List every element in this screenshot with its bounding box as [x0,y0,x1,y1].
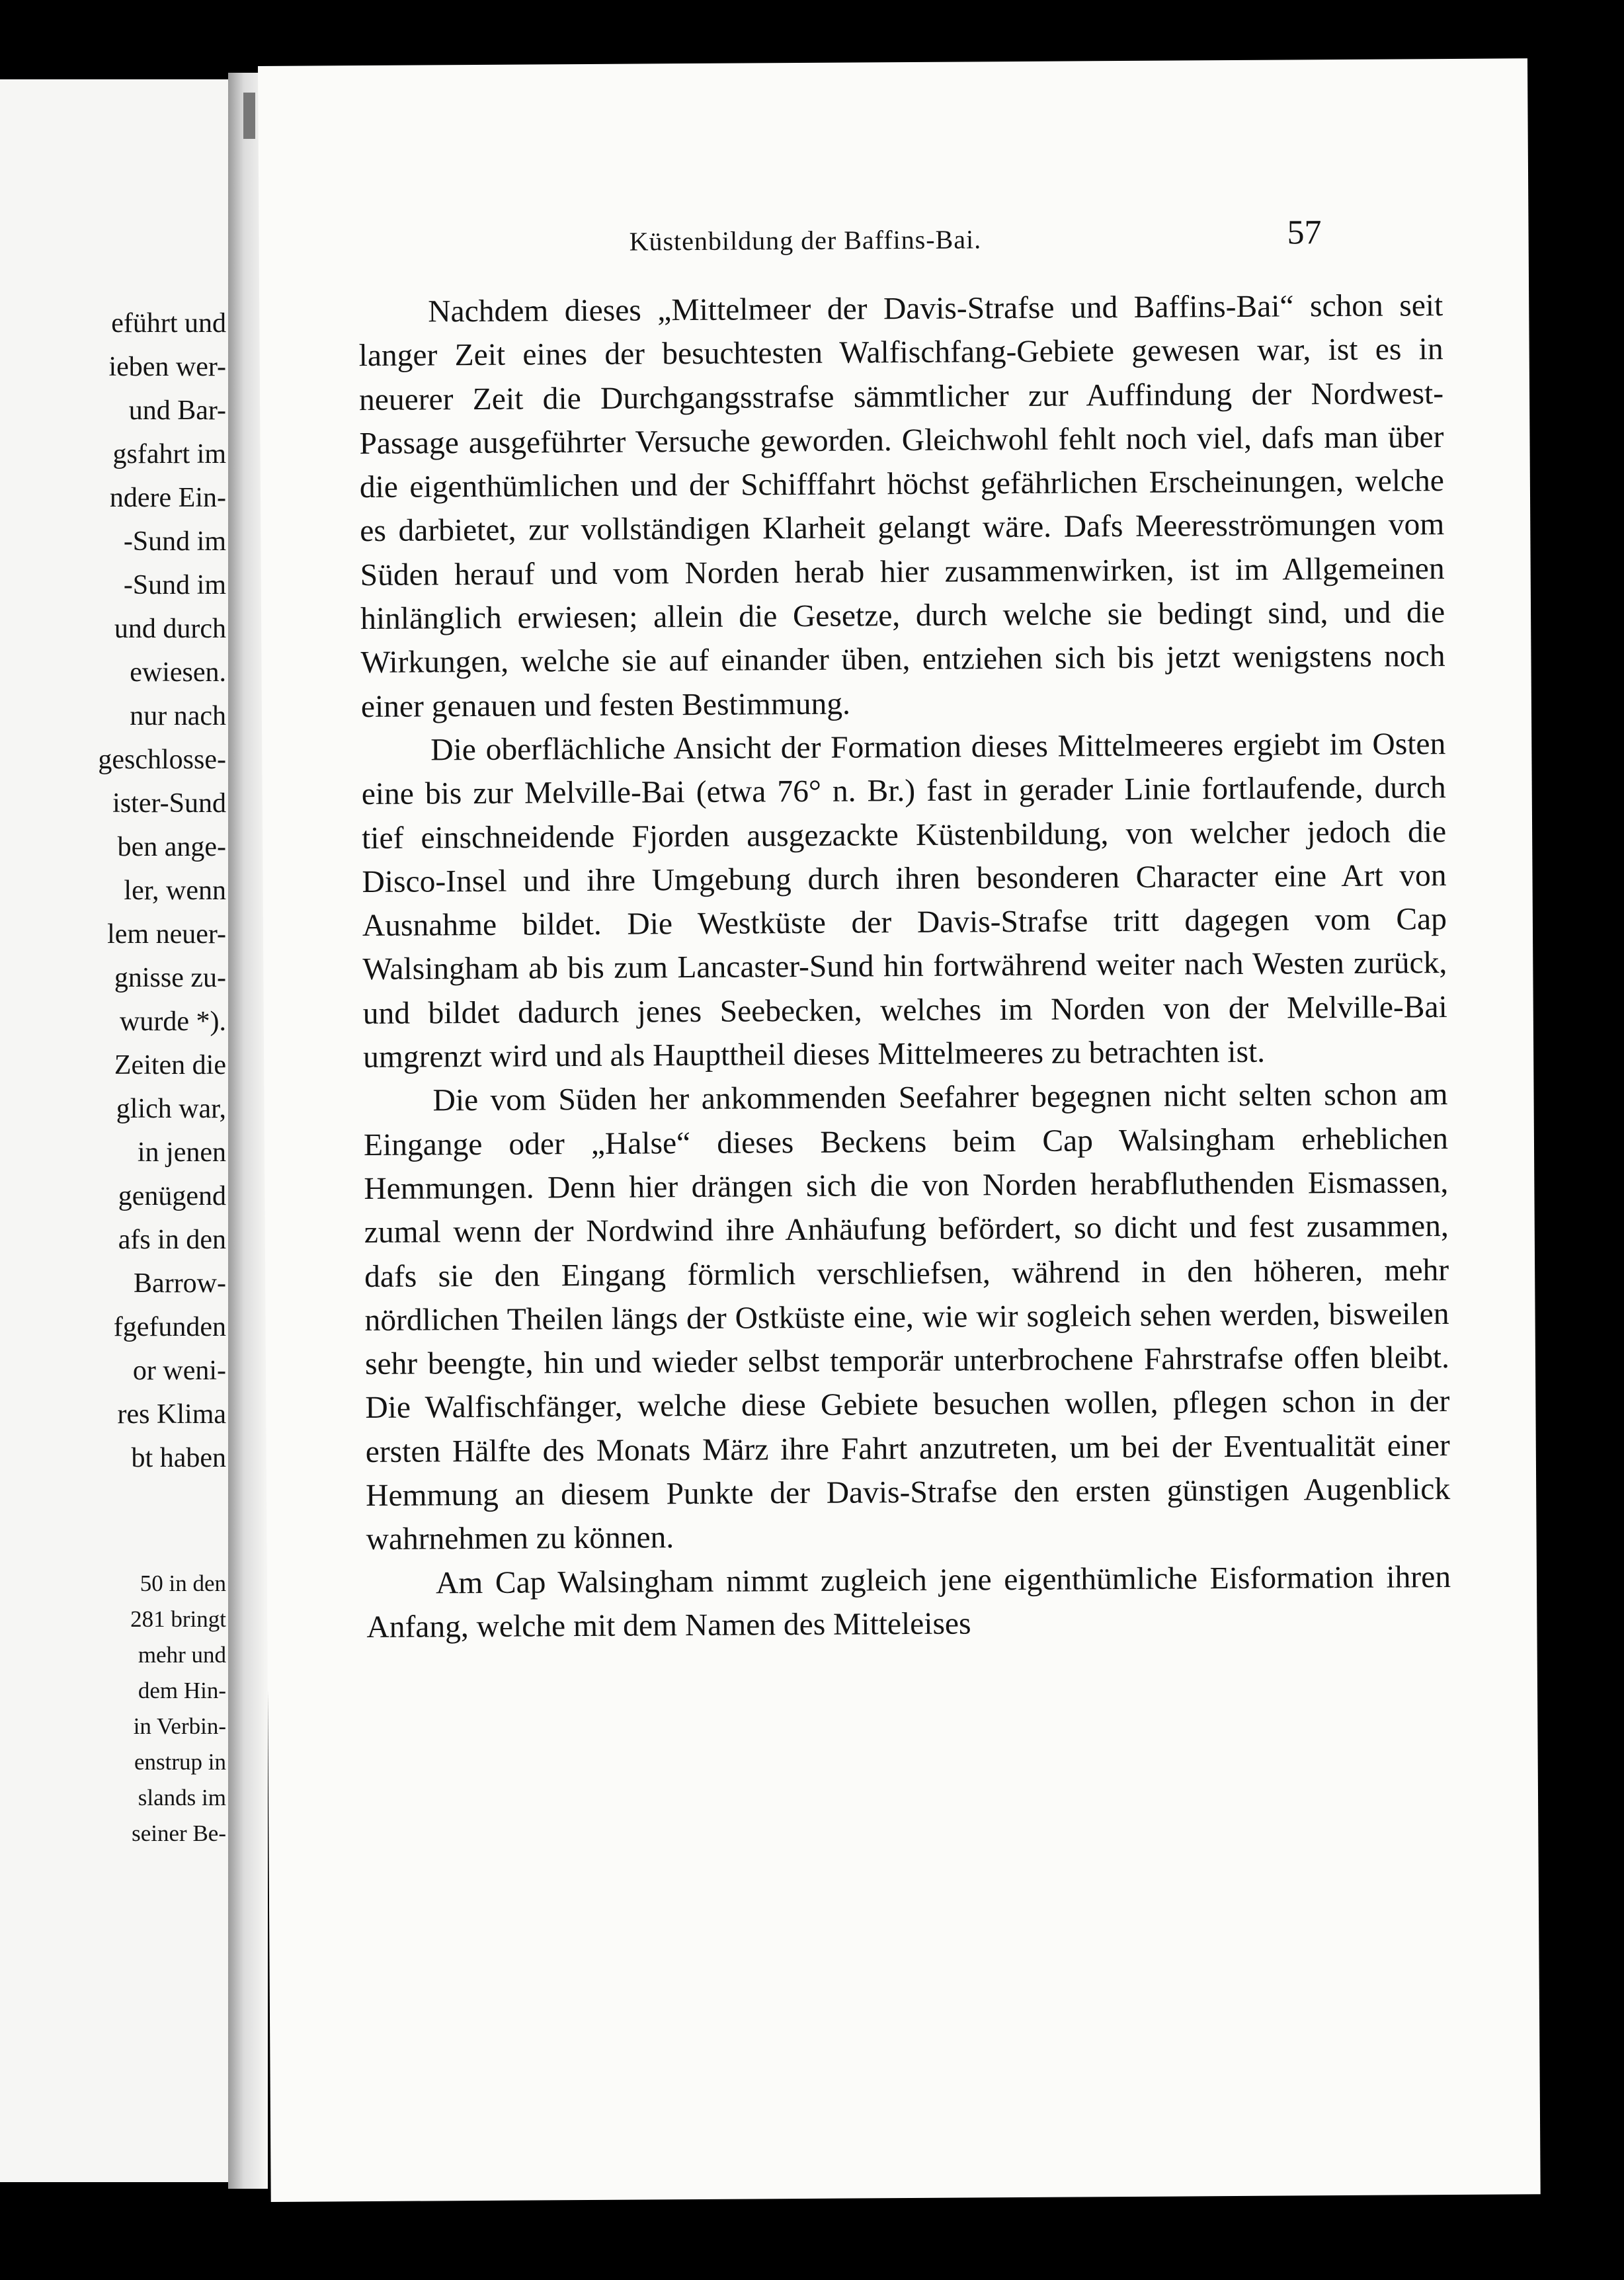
left-page-line: ndere Ein- [109,483,226,513]
left-page-line: ieben wer- [108,352,226,382]
left-page-line: und Bar- [128,395,226,426]
left-page-line: gsfahrt im [112,439,226,469]
left-page-line: -Sund im [123,526,226,557]
left-page-line: res Klima [117,1399,226,1430]
scan-artifact [243,93,255,139]
left-page-line: in jenen [137,1137,226,1168]
body-text [358,284,1451,1649]
paragraph: Nachdem dieses „Mittelmeer der Davis-Strafse und Baffins-Bai“ schon seit langer Zeit eines der besuchtesten Walfischfang-Gebiete gewesen war, ist es in neuerer Zeit die Durchgangsstrafse sämmtlicher zur Auffindung der Nordwest-Passage ausgeführter Versuche geworden. Gleichwohl fehlt noch viel, dafs man über die eigenthümlichen und der Schifffahrt höchst gefährlichen Erscheinungen, welche es darbietet, zur vollständigen Klarheit gelangt wäre. Dafs Meeresströmungen vom Süden herauf und vom Norden herab hier zusammenwirken, ist im Allgemeinen hinlänglich erwiesen; allein die Gesetze, durch welche sie bedingt sind, und die Wirkungen, welche sie auf einander üben, entziehen sich bis jetzt wenigstens noch einer genauen und festen Bestimmung. [358,288,1445,724]
running-head: Küstenbildung der Baffins-Bai. [629,224,982,257]
left-page-line: gnisse zu- [114,963,226,993]
left-page-footnote-line: 281 bringt [130,1606,226,1632]
paragraph: Am Cap Walsingham nimmt zugleich jene eigenthümliche Eisformation ihren Anfang, welche mit dem Namen des Mitteleises [366,1559,1451,1645]
left-page-line: -Sund im [123,570,226,600]
left-page-line: Zeiten die [114,1050,226,1080]
left-page-line: ister-Sund [112,788,226,819]
left-page-footnote-line: mehr und [138,1642,226,1668]
left-page-footnote-line: dem Hin- [138,1678,226,1703]
left-page-line: Barrow- [134,1268,226,1299]
left-page [0,79,238,2182]
left-page-line: glich war, [116,1094,226,1124]
left-page-line: lem neuer- [107,919,226,950]
left-page-line: ler, wenn [124,875,226,906]
left-page-footnote-line: 50 in den [140,1570,226,1596]
paragraph: Die oberflächliche Ansicht der Formation dieses Mittelmeeres ergiebt im Osten eine bis zur Melville-Bai (etwa 76° n. Br.) fast in gerader Linie fortlaufende, durch tief einschneidende Fjorden ausgezackte Küstenbildung, von welcher jedoch die Disco-Insel und ihre Umgebung durch ihren besonderen Character eine Art von Ausnahme bildet. Die Westküste der Davis-Strafse tritt dagegen vom Cap Walsingham ab bis zum Lancaster-Sund hin fortwährend weiter nach Westen zurück, und bildet dadurch jenes Seebecken, welches im Norden von der Melville-Bai umgrenzt wird und als Haupttheil dieses Mittelmeeres zu betrachten ist. [361,727,1447,1075]
left-page-line: eführt und [111,308,226,339]
left-page-line: fgefunden [113,1312,226,1342]
left-page-line: wurde *). [120,1006,226,1037]
left-page-line: und durch [114,614,226,644]
left-page-line: ben ange- [117,832,226,862]
left-page-footnote-line: slands im [138,1785,226,1811]
page-number: 57 [1287,214,1322,252]
left-page-line: ewiesen. [130,657,226,688]
left-page-line: genügend [118,1181,226,1211]
left-page-footnote-line: enstrup in [134,1749,226,1775]
left-page-line: geschlosse- [98,745,226,775]
left-page-line: nur nach [130,701,226,731]
left-page-line: bt haben [131,1443,226,1473]
left-page-footnote-line: in Verbin- [133,1713,226,1739]
right-page [258,58,1541,2202]
paragraph: Die vom Süden her ankommenden Seefahrer begegnen nicht selten schon am Eingange oder „Halse“ dieses Beckens beim Cap Walsingham erheblichen Hemmungen. Denn hier drängen sich die von Norden herabfluthenden Eismassen, zumal wenn der Nordwind ihre Anhäufung befördert, so dicht und fest zusammen, dafs sie den Eingang förmlich verschliefsen, während in den höheren, mehr nördlichen Theilen längs der Ostküste eine, wie wir sogleich sehen werden, bisweilen sehr beengte, hin und wieder selbst temporär unterbrochene Fahrstrafse offen bleibt. Die Walfischfänger, welche diese Gebiete besuchen wollen, pflegen schon in der ersten Hälfte des Monats März ihre Fahrt anzutreten, um bei der Eventualität einer Hemmung an diesem Punkte der Davis-Strafse den ersten günstigen Augenblick wahrnehmen zu können. [363,1077,1451,1557]
left-page-line: or weni- [132,1356,226,1386]
left-page-footnote-line: seiner Be- [132,1820,226,1846]
left-page-line: afs in den [118,1225,226,1255]
